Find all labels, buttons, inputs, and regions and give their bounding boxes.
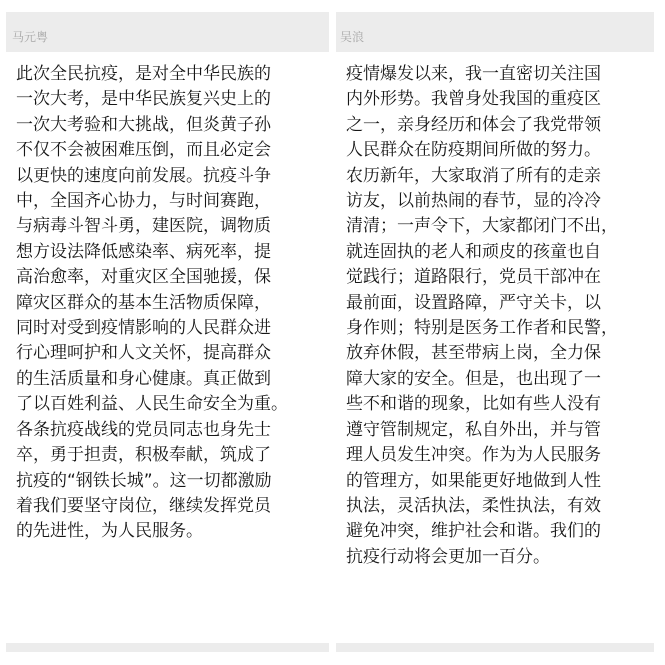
text-line: 一次大考，是中华民族复兴史上的 <box>16 89 271 110</box>
text-line: 最前面，设置路障，严守关卡，以 <box>346 292 601 313</box>
text-line: 访友，以前热闹的春节，显的冷冷 <box>346 191 601 212</box>
text-line: 中，全国齐心协力，与时间赛跑， <box>16 191 271 212</box>
left-post-panel <box>6 12 329 652</box>
text-line: 执法，灵活执法，柔性执法，有效 <box>346 495 601 516</box>
text-line: 了以百姓利益、人民生命安全为重。 <box>16 394 288 415</box>
text-line: 避免冲突，维护社会和谐。我们的 <box>346 521 601 542</box>
text-line: 疫情爆发以来，我一直密切关注国 <box>346 64 601 84</box>
text-line: 各条抗疫战线的党员同志也身先士 <box>16 419 271 440</box>
text-line: 放弃休假，甚至带病上岗，全力保 <box>346 343 601 364</box>
text-line: 身作则；特别是医务工作者和民警， <box>346 318 618 339</box>
text-line: 障大家的安全。但是，也出现了一 <box>346 368 601 389</box>
text-line: 觉践行；道路限行，党员干部冲在 <box>346 267 601 288</box>
text-line: 想方设法降低感染率、病死率，提 <box>16 241 271 262</box>
text-line: 同时对受到疫情影响的人民群众进 <box>16 318 271 339</box>
text-line: 人民群众在防疫期间所做的努力。 <box>346 140 601 161</box>
text-line: 高治愈率，对重灾区全国驰援，保 <box>16 267 271 288</box>
text-line: 些不和谐的现象，比如有些人没有 <box>346 394 601 415</box>
left-post-body <box>6 52 329 545</box>
text-line: 的先进性，为人民服务。 <box>16 521 203 542</box>
text-line: 不仅不会被困难压倒，而且必定会 <box>16 140 271 161</box>
text-line: 内外形势。我曾身处我国的重疫区 <box>346 89 601 110</box>
text-line: 理人员发生冲突。作为为人民服务 <box>346 445 601 466</box>
left-post-bottom-strip <box>6 643 329 652</box>
text-line: 清清；一声令下，大家都闭门不出， <box>346 216 618 237</box>
text-line: 的生活质量和身心健康。真正做到 <box>16 368 271 389</box>
text-line: 此次全民抗疫，是对全中华民族的 <box>16 64 271 84</box>
text-line: 与病毒斗智斗勇，建医院，调物质 <box>16 216 271 237</box>
text-line: 抗疫行动将会更加一百分。 <box>346 546 550 567</box>
text-line: 一次大考验和大挑战，但炎黄子孙 <box>16 114 271 135</box>
text-line: 卒，勇于担责，积极奉献，筑成了 <box>16 445 271 466</box>
text-line: 的管理方，如果能更好地做到人性 <box>346 470 601 491</box>
text-line: 着我们要坚守岗位，继续发挥党员 <box>16 495 271 516</box>
text-line: 抗疫的“钢铁长城”。这一切都激励 <box>16 470 272 491</box>
text-line: 遵守管制规定，私自外出，并与管 <box>346 419 601 440</box>
text-line: 以更快的速度向前发展。抗疫斗争 <box>16 165 271 186</box>
left-post-author: 马元粤 <box>6 12 329 52</box>
right-post-body <box>336 52 654 570</box>
right-post-bottom-strip <box>336 643 654 652</box>
text-line: 就连固执的老人和顽皮的孩童也自 <box>346 241 601 262</box>
text-line: 之一，亲身经历和体会了我党带领 <box>346 114 601 135</box>
text-line: 障灾区群众的基本生活物质保障， <box>16 292 271 313</box>
right-post-author: 吴浪 <box>336 12 654 52</box>
right-post-panel <box>336 12 654 652</box>
text-line: 农历新年，大家取消了所有的走亲 <box>346 165 601 186</box>
text-line: 行心理呵护和人文关怀，提高群众 <box>16 343 271 364</box>
